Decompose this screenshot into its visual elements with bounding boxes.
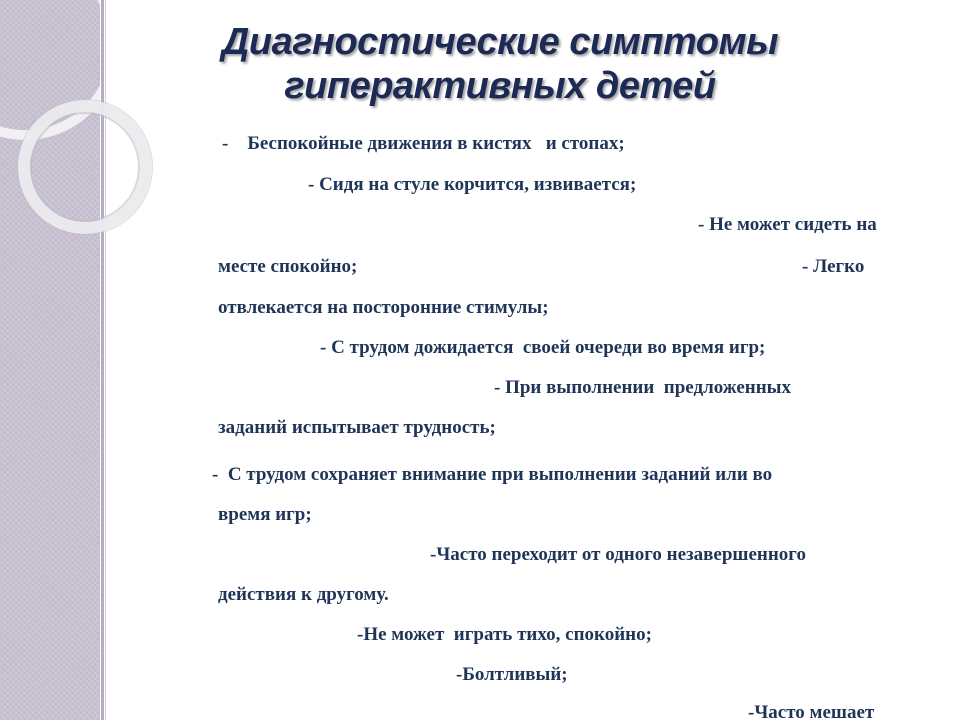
slide-title bbox=[150, 20, 850, 108]
symptom-line: -Не может играть тихо, спокойно; bbox=[357, 624, 652, 645]
symptom-line: -Часто переходит от одного незавершенного bbox=[430, 544, 806, 565]
symptom-line: - Не может сидеть на bbox=[698, 214, 877, 235]
slide-title-line-2: гиперактивных детей bbox=[284, 65, 716, 107]
symptom-line: отвлекается на посторонние стимулы; bbox=[218, 297, 549, 318]
symptom-line: -Часто мешает bbox=[748, 702, 875, 723]
symptom-line: - Беспокойные движения в кистях и стопах; bbox=[222, 133, 625, 154]
symptom-line: - С трудом дожидается своей очереди во время игр; bbox=[320, 337, 766, 358]
symptom-line: - Сидя на стуле корчится, извивается; bbox=[308, 174, 637, 195]
symptom-line: время игр; bbox=[218, 504, 312, 525]
symptom-line: заданий испытывает трудность; bbox=[218, 417, 496, 438]
symptom-line: - При выполнении предложенных bbox=[494, 377, 791, 398]
symptom-line: - Легко bbox=[802, 256, 865, 277]
slide-title-line-1: Диагностические симптомы bbox=[221, 21, 779, 63]
decorative-ring-medium bbox=[18, 100, 152, 234]
symptom-line: действия к другому. bbox=[218, 584, 389, 605]
symptom-line: - С трудом сохраняет внимание при выполнении заданий или во bbox=[212, 464, 773, 485]
symptom-line: месте спокойно; bbox=[218, 256, 358, 277]
symptom-line: -Болтливый; bbox=[456, 664, 568, 685]
